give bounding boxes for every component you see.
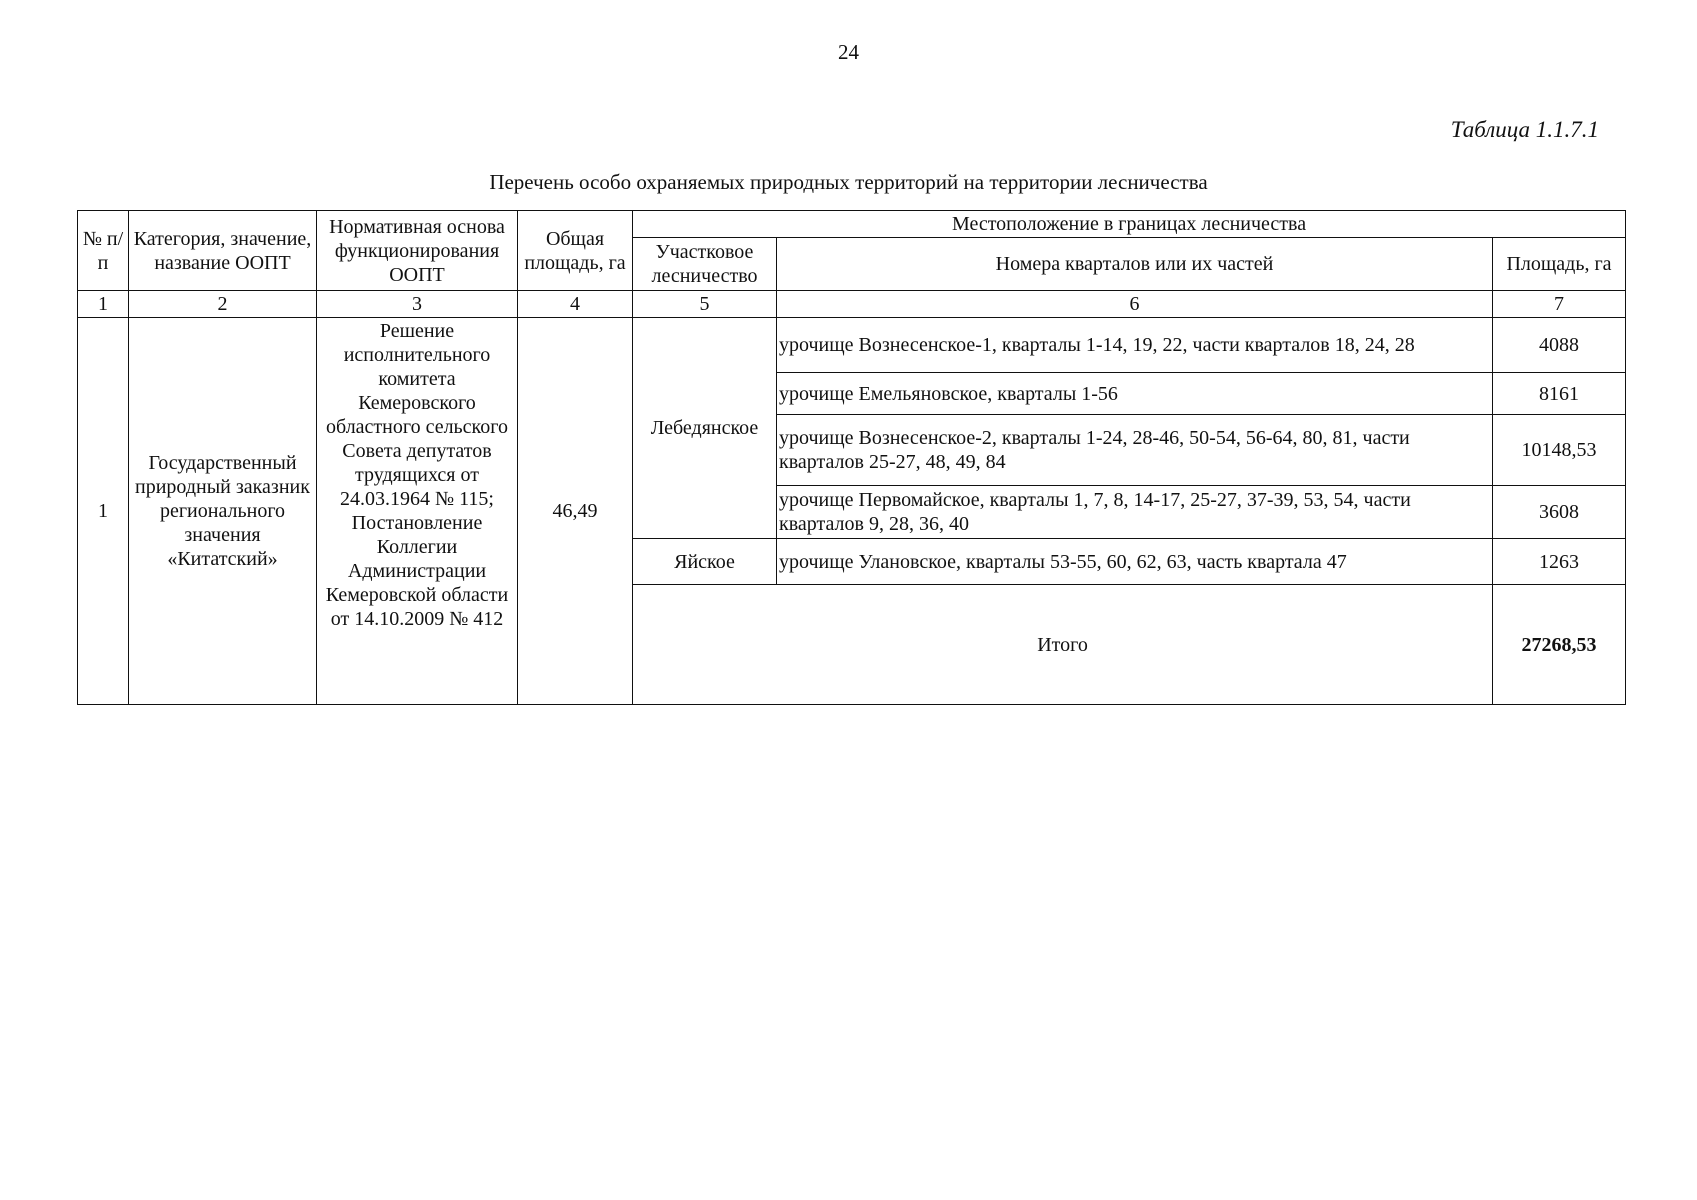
table-row bbox=[78, 318, 1626, 373]
header-location-group: Местоположение в границах лесничества bbox=[633, 211, 1626, 238]
record-total-area: 46,49 bbox=[518, 318, 633, 705]
protected-areas-table bbox=[77, 210, 1626, 705]
column-number: 3 bbox=[317, 291, 518, 318]
record-category: Государственный природный заказник регионального значения «Китатский» bbox=[129, 318, 317, 705]
header-legal-basis: Нормативная основа функционирования ООПТ bbox=[317, 211, 518, 291]
area-cell: 1263 bbox=[1493, 539, 1626, 585]
column-number: 7 bbox=[1493, 291, 1626, 318]
area-cell: 3608 bbox=[1493, 486, 1626, 539]
column-number: 1 bbox=[78, 291, 129, 318]
quarters-cell: урочище Емельяновское, кварталы 1-56 bbox=[777, 373, 1493, 415]
header-total-area: Общая площадь, га bbox=[518, 211, 633, 291]
quarters-cell: урочище Первомайское, кварталы 1, 7, 8, 14-17, 25-27, 37-39, 53, 54, части кварталов 9, 28, 36, 40 bbox=[777, 486, 1493, 539]
quarters-cell: урочище Вознесенское-2, кварталы 1-24, 28-46, 50-54, 56-64, 80, 81, части кварталов 25-27, 48, 49, 84 bbox=[777, 415, 1493, 486]
column-number: 6 bbox=[777, 291, 1493, 318]
district-name: Лебедянское bbox=[633, 318, 777, 539]
header-category: Категория, значение, название ООПТ bbox=[129, 211, 317, 291]
record-legal-basis: Решение исполнительного комитета Кемеровского областного сельского Совета депутатов трудящихся от 24.03.1964 № 115; Постановление Коллегии Администрации Кемеровской области от 14.10.2009 № 412 bbox=[317, 318, 518, 705]
header-quarters: Номера кварталов или их частей bbox=[777, 238, 1493, 291]
quarters-cell: урочище Вознесенское-1, кварталы 1-14, 19, 22, части кварталов 18, 24, 28 bbox=[777, 318, 1493, 373]
area-cell: 10148,53 bbox=[1493, 415, 1626, 486]
header-area: Площадь, га bbox=[1493, 238, 1626, 291]
area-cell: 8161 bbox=[1493, 373, 1626, 415]
page-number: 24 bbox=[838, 40, 859, 64]
column-number: 5 bbox=[633, 291, 777, 318]
total-label: Итого bbox=[633, 585, 1493, 705]
district-name: Яйское bbox=[633, 539, 777, 585]
table-title: Перечень особо охраняемых природных территорий на территории лесничества bbox=[489, 170, 1208, 194]
header-row-1 bbox=[78, 211, 1626, 238]
total-area: 27268,53 bbox=[1493, 585, 1626, 705]
record-number: 1 bbox=[78, 318, 129, 705]
area-cell: 4088 bbox=[1493, 318, 1626, 373]
header-district: Участковое лесничество bbox=[633, 238, 777, 291]
quarters-cell: урочище Улановское, кварталы 53-55, 60, 62, 63, часть квартала 47 bbox=[777, 539, 1493, 585]
column-number: 4 bbox=[518, 291, 633, 318]
column-number-row bbox=[78, 291, 1626, 318]
table-label: Таблица 1.1.7.1 bbox=[1450, 117, 1599, 142]
column-number: 2 bbox=[129, 291, 317, 318]
header-number: № п/п bbox=[78, 211, 129, 291]
